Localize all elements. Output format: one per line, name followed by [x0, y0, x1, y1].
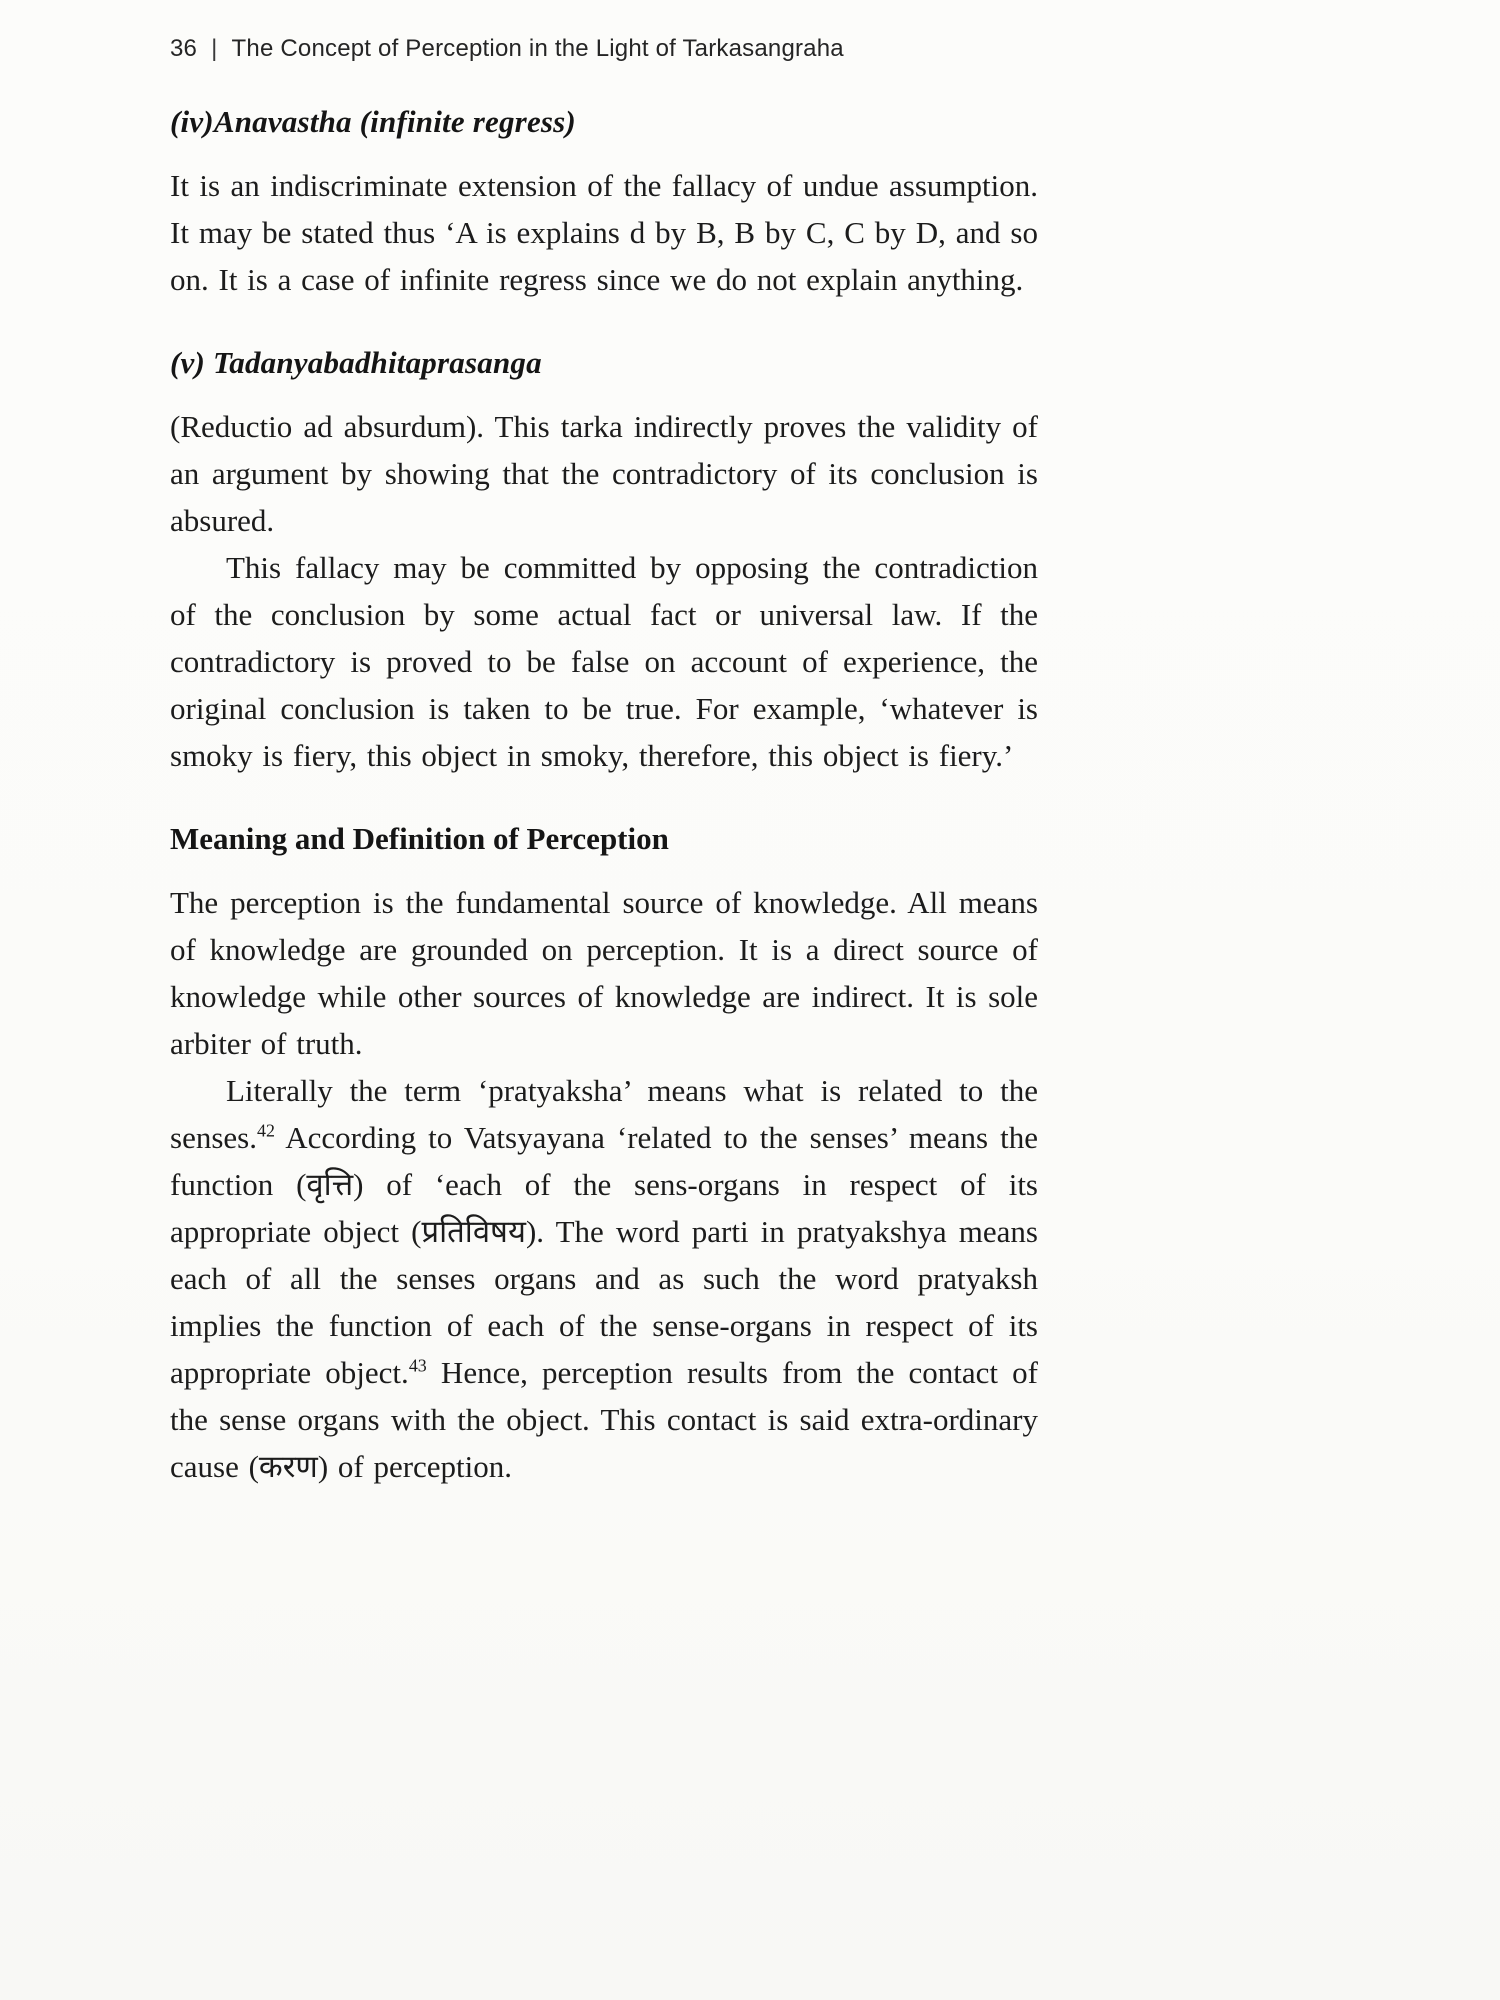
paragraph-tadanya-second: This fallacy may be committed by opposing the contradiction of the conclusion by some actual fact or universal law. If the contradictory is proved to be false on account of experience, the original conclusion is taken to be true. For example, ‘whatever is smoky is fiery, this object in smoky, therefore, this object is fiery.’ [170, 550, 1038, 773]
paragraph-perception-intro: The perception is the fundamental source of knowledge. All means of knowledge are grounded on perception. It is a direct source of knowledge while other sources of knowledge are indirect. It is sole arbiter of truth. [170, 885, 1038, 1061]
paragraph-pratyaksha [170, 1067, 1038, 1490]
heading-anavastha: (iv)Anavastha (infinite regress) [170, 104, 576, 139]
para-text-segment: According to Vatsyayana ‘related to the senses’ means the function (वृत्ति) of ‘each of the sens-organs in respect of its appropriate object (प्रतिविषय). The word parti in pratyakshya means each of all the senses organs and as such the word pratyaksh implies the function of each of the sense-organs in respect of its appropriate object. [170, 1120, 1038, 1390]
para-text-segment: Hence, perception results from the contact of the sense organs with the object. This contact is said extra-ordinary cause (करण) of perception. [170, 1355, 1038, 1484]
heading-meaning-definition: Meaning and Definition of Perception [170, 821, 669, 856]
paragraph-anavastha: It is an indiscriminate extension of the fallacy of undue assumption. It may be stated thus ‘A is explains d by B, B by C, C by D, and so on. It is a case of infinite regress since we do not explain anything. [170, 168, 1038, 297]
footnote-ref-43: 43 [408, 1355, 427, 1376]
footnote-ref-42: 42 [256, 1120, 275, 1141]
text-column [170, 34, 1038, 1490]
paragraph-tadanya-first: (Reductio ad absurdum). This tarka indirectly proves the validity of an argument by showing that the contradictory of its conclusion is absured. [170, 409, 1038, 538]
para-text-segment: Literally the term ‘pratyaksha’ means what is related to the senses. [170, 1073, 1038, 1155]
header-separator: | [211, 35, 218, 62]
page-number: 36 [170, 35, 198, 62]
running-header [170, 34, 1038, 64]
heading-tadanyabadhitaprasanga: (v) Tadanyabadhitaprasanga [170, 345, 542, 380]
book-title: The Concept of Perception in the Light of Tarkasangraha [231, 35, 844, 62]
